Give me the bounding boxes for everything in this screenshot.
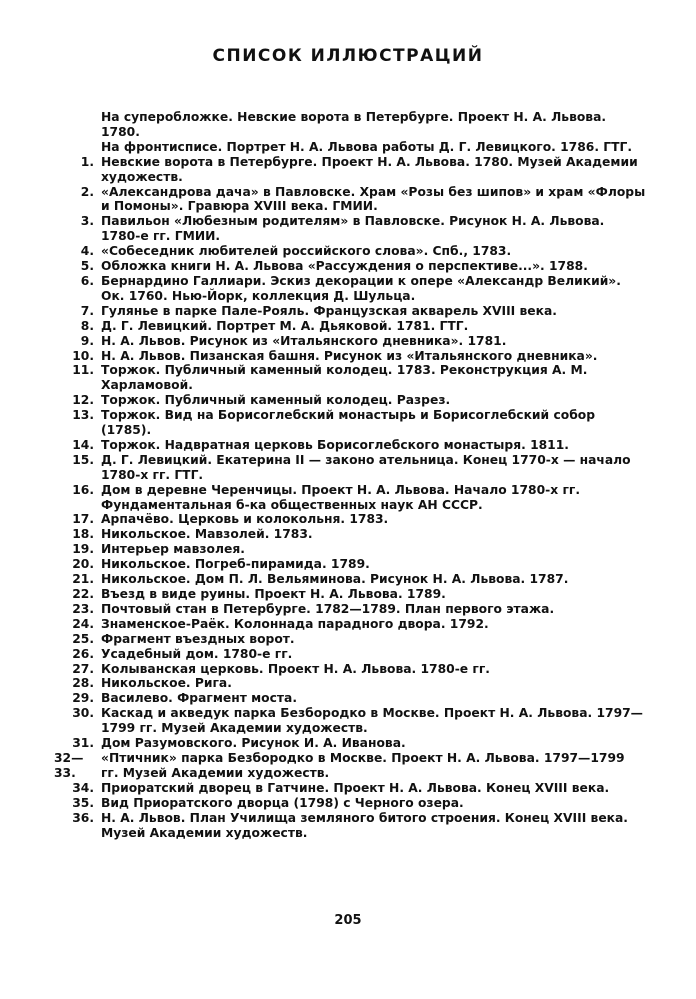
list-item [64, 662, 646, 677]
item-text: Приоратский дворец в Гатчине. Проект Н. А. Львова. Конец XVIII века. [101, 780, 610, 795]
item-text: Торжок. Публичный каменный колодец. 1783. Реконструкция А. М. Харламовой. [101, 363, 588, 393]
item-text: Арпачёво. Церковь и колокольня. 1783. [101, 512, 389, 527]
item-text: Дом Разумовского. Рисунок И. А. Иванова. [101, 736, 406, 751]
list-item [64, 691, 646, 706]
item-text: Интерьер мавзолея. [101, 542, 245, 557]
list-item [64, 155, 646, 185]
item-text: Д. Г. Левицкий. Портрет М. А. Дьяковой. 1781. ГТГ. [101, 318, 469, 333]
list-item [64, 483, 646, 513]
list-item [64, 632, 646, 647]
list-item [64, 453, 646, 483]
item-number: 26. [72, 646, 94, 661]
item-number: 32—33. [54, 750, 84, 780]
preface-line: На фронтисписе. Портрет Н. А. Львова работы Д. Г. Левицкого. 1786. ГТГ. [101, 139, 633, 154]
item-number: 36. [72, 810, 94, 825]
item-text: Обложка книги Н. А. Львова «Рассуждения о перспективе...». 1788. [101, 259, 588, 274]
item-text: Гулянье в парке Пале-Рояль. Французская акварель XVIII века. [101, 303, 557, 318]
item-text: Никольское. Дом П. Л. Вельяминова. Рисунок Н. А. Львова. 1787. [101, 572, 569, 587]
list-item [64, 363, 646, 393]
item-number: 25. [72, 631, 94, 646]
item-number: 28. [72, 676, 94, 691]
item-number: 14. [72, 437, 94, 452]
item-text: «Александрова дача» в Павловске. Храм «Розы без шипов» и храм «Флоры и Помоны». Гравюра XVIII века. ГМИИ. [101, 184, 646, 214]
item-number: 1. [80, 154, 94, 169]
item-number: 23. [72, 601, 94, 616]
list-item [64, 393, 646, 408]
item-number: 22. [72, 587, 94, 601]
preface-line: На суперобложке. Невские ворота в Петербурге. Проект Н. А. Львова. 1780. [101, 110, 607, 139]
list-item [64, 408, 646, 438]
list-item [64, 587, 646, 602]
item-number: 12. [72, 393, 94, 408]
list-item [64, 706, 646, 736]
item-number: 3. [80, 214, 94, 229]
item-number: 20. [72, 557, 94, 572]
item-text: Н. А. Львов. Пизанская башня. Рисунок из «Итальянского дневника». [101, 348, 598, 363]
item-text: Каскад и акведук парка Безбородко в Москве. Проект Н. А. Львова. 1797—1799 гг. Музей Академии художеств. [101, 706, 643, 736]
list-item [64, 811, 646, 841]
illustration-list [54, 110, 646, 840]
item-text: Н. А. Львов. Рисунок из «Итальянского дневника». 1781. [101, 333, 507, 348]
item-number: 15. [72, 452, 94, 467]
item-text: Знаменское-Раёк. Колоннада парадного двора. 1792. [101, 616, 489, 631]
item-number: 5. [80, 259, 94, 274]
item-text: Колыванская церковь. Проект Н. А. Львова. 1780-е гг. [101, 661, 490, 676]
list-item [64, 319, 646, 334]
item-text: Павильон «Любезным родителям» в Павловске. Рисунок Н. А. Львова. 1780-е гг. ГМИИ. [101, 214, 605, 244]
item-number: 8. [80, 318, 94, 333]
list-item [64, 185, 646, 215]
item-number: 11. [72, 363, 94, 378]
item-text: Василево. Фрагмент моста. [101, 691, 298, 706]
list-item [54, 750, 646, 781]
item-number: 7. [80, 303, 94, 318]
list-item [64, 274, 646, 304]
item-number: 19. [72, 542, 94, 557]
list-item [64, 244, 646, 259]
page-title: СПИСОК ИЛЛЮСТРАЦИЙ [212, 46, 484, 66]
list-item [64, 781, 646, 796]
item-text: Бернардино Галлиари. Эскиз декорации к опере «Александр Великий». Ок. 1760. Нью-Йорк, коллекция Д. Шульца. [101, 273, 621, 303]
item-text: Усадебный дом. 1780-е гг. [101, 646, 293, 661]
item-number: 30. [72, 706, 94, 721]
list-item [64, 676, 646, 691]
item-text: Торжок. Публичный каменный колодец. Разрез. [101, 393, 451, 408]
list-item [64, 572, 646, 587]
item-text: Никольское. Мавзолей. 1783. [101, 527, 313, 542]
item-text: «Птичник» парка Безбородко в Москве. Проект Н. А. Львова. 1797—1799 гг. Музей Академии художеств. [101, 750, 625, 780]
item-text: Торжок. Надвратная церковь Борисоглебского монастыря. 1811. [101, 437, 569, 452]
item-number: 29. [72, 691, 94, 706]
list-item [64, 349, 646, 364]
item-number: 4. [80, 244, 94, 259]
list-item [64, 304, 646, 319]
item-number: 6. [80, 273, 94, 288]
list-item [64, 542, 646, 557]
item-number: 31. [72, 736, 94, 751]
item-text: Никольское. Рига. [101, 676, 232, 691]
item-number: 9. [80, 333, 94, 348]
list-item [64, 617, 646, 632]
item-text: Почтовый стан в Петербурге. 1782—1789. План первого этажа. [101, 601, 555, 616]
page-number: 205 [334, 913, 362, 928]
item-text: «Собеседник любителей российского слова». Спб., 1783. [101, 244, 512, 259]
item-number: 18. [72, 527, 94, 542]
item-number: 16. [72, 482, 94, 497]
list-item [64, 527, 646, 542]
list-item [64, 736, 646, 751]
item-number: 34. [72, 780, 94, 795]
list-item [64, 602, 646, 617]
item-number: 24. [72, 616, 94, 631]
item-text: Дом в деревне Черенчицы. Проект Н. А. Львова. Начало 1780-х гг. Фундаментальная б-ка общественных наук АН СССР. [101, 482, 580, 512]
item-text: Д. Г. Левицкий. Екатерина II — законо ательница. Конец 1770-х — начало 1780-х гг. ГТГ. [101, 452, 631, 482]
item-text: Невские ворота в Петербурге. Проект Н. А. Львова. 1780. Музей Академии художеств. [101, 154, 638, 184]
item-number: 13. [72, 408, 94, 423]
list-item [64, 214, 646, 244]
item-number: 17. [72, 512, 94, 527]
item-text: Вид Приоратского дворца (1798) с Черного озера. [101, 795, 464, 810]
item-text: Торжок. Вид на Борисоглебский монастырь и Борисоглебский собор (1785). [101, 408, 596, 438]
list-item [64, 438, 646, 453]
item-text: Н. А. Львов. План Училища земляного битого строения. Конец XVIII века. Музей Академии художеств. [101, 810, 628, 840]
item-number: 35. [72, 795, 94, 810]
list-item [64, 796, 646, 811]
list-item [64, 512, 646, 527]
item-number: 21. [72, 572, 94, 587]
item-text: Фрагмент въездных ворот. [101, 631, 295, 646]
list-item [64, 259, 646, 274]
item-number: 27. [72, 661, 94, 676]
item-text: Никольское. Погреб-пирамида. 1789. [101, 557, 370, 572]
list-item [64, 647, 646, 662]
item-number: 2. [80, 184, 94, 199]
item-text: Въезд в виде руины. Проект Н. А. Львова. 1789. [101, 587, 446, 601]
list-item [64, 334, 646, 349]
item-number: 10. [72, 348, 94, 363]
list-item [64, 557, 646, 572]
